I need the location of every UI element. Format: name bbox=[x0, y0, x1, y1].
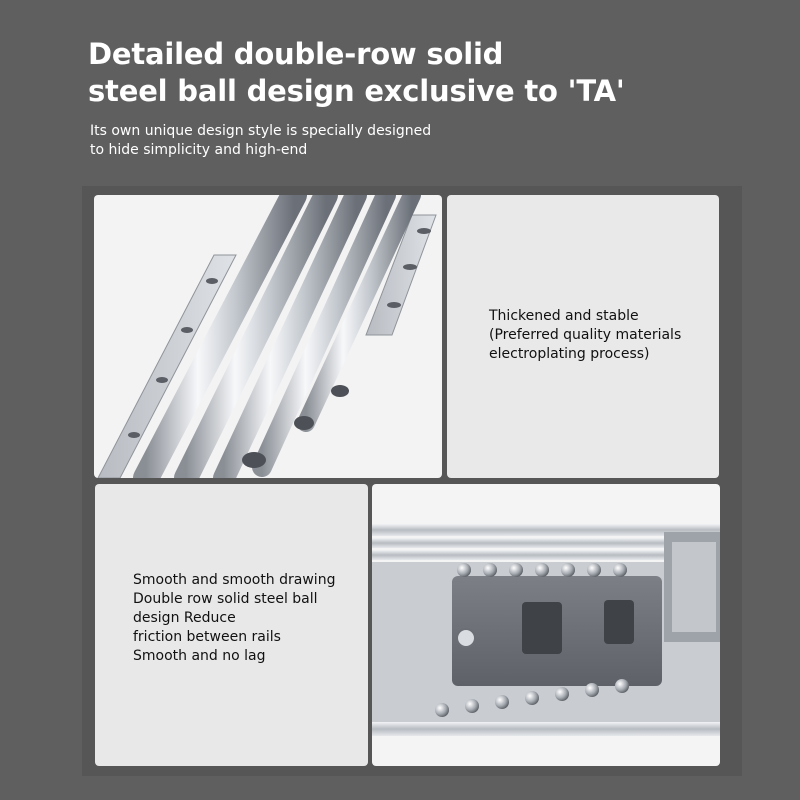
stability-line-3: electroplating process) bbox=[489, 346, 650, 362]
ball-bearing-illustration bbox=[372, 484, 720, 766]
rail-product-image bbox=[94, 195, 442, 478]
ball-bearing-closeup-image bbox=[372, 484, 720, 766]
headline-line-1: Detailed double-row solid bbox=[88, 37, 504, 71]
subtitle-line-2: to hide simplicity and high-end bbox=[90, 142, 308, 158]
stability-panel bbox=[447, 195, 719, 478]
smooth-panel bbox=[95, 484, 368, 766]
headline bbox=[88, 36, 768, 110]
smooth-line-4: friction between rails bbox=[133, 629, 281, 645]
smooth-line-1: Smooth and smooth drawing bbox=[133, 572, 336, 588]
smooth-line-5: Smooth and no lag bbox=[133, 648, 266, 664]
rail-diagonal-illustration bbox=[94, 195, 442, 478]
stability-caption bbox=[489, 307, 681, 364]
stability-line-2: (Preferred quality materials bbox=[489, 327, 682, 343]
smooth-line-2: Double row solid steel ball bbox=[133, 591, 318, 607]
subtitle-line-1: Its own unique design style is specially designed bbox=[90, 123, 432, 139]
stability-line-1: Thickened and stable bbox=[489, 308, 639, 324]
smooth-line-3: design Reduce bbox=[133, 610, 236, 626]
headline-line-2: steel ball design exclusive to 'TA' bbox=[88, 74, 625, 108]
smooth-caption bbox=[133, 571, 335, 666]
subtitle bbox=[90, 122, 590, 160]
